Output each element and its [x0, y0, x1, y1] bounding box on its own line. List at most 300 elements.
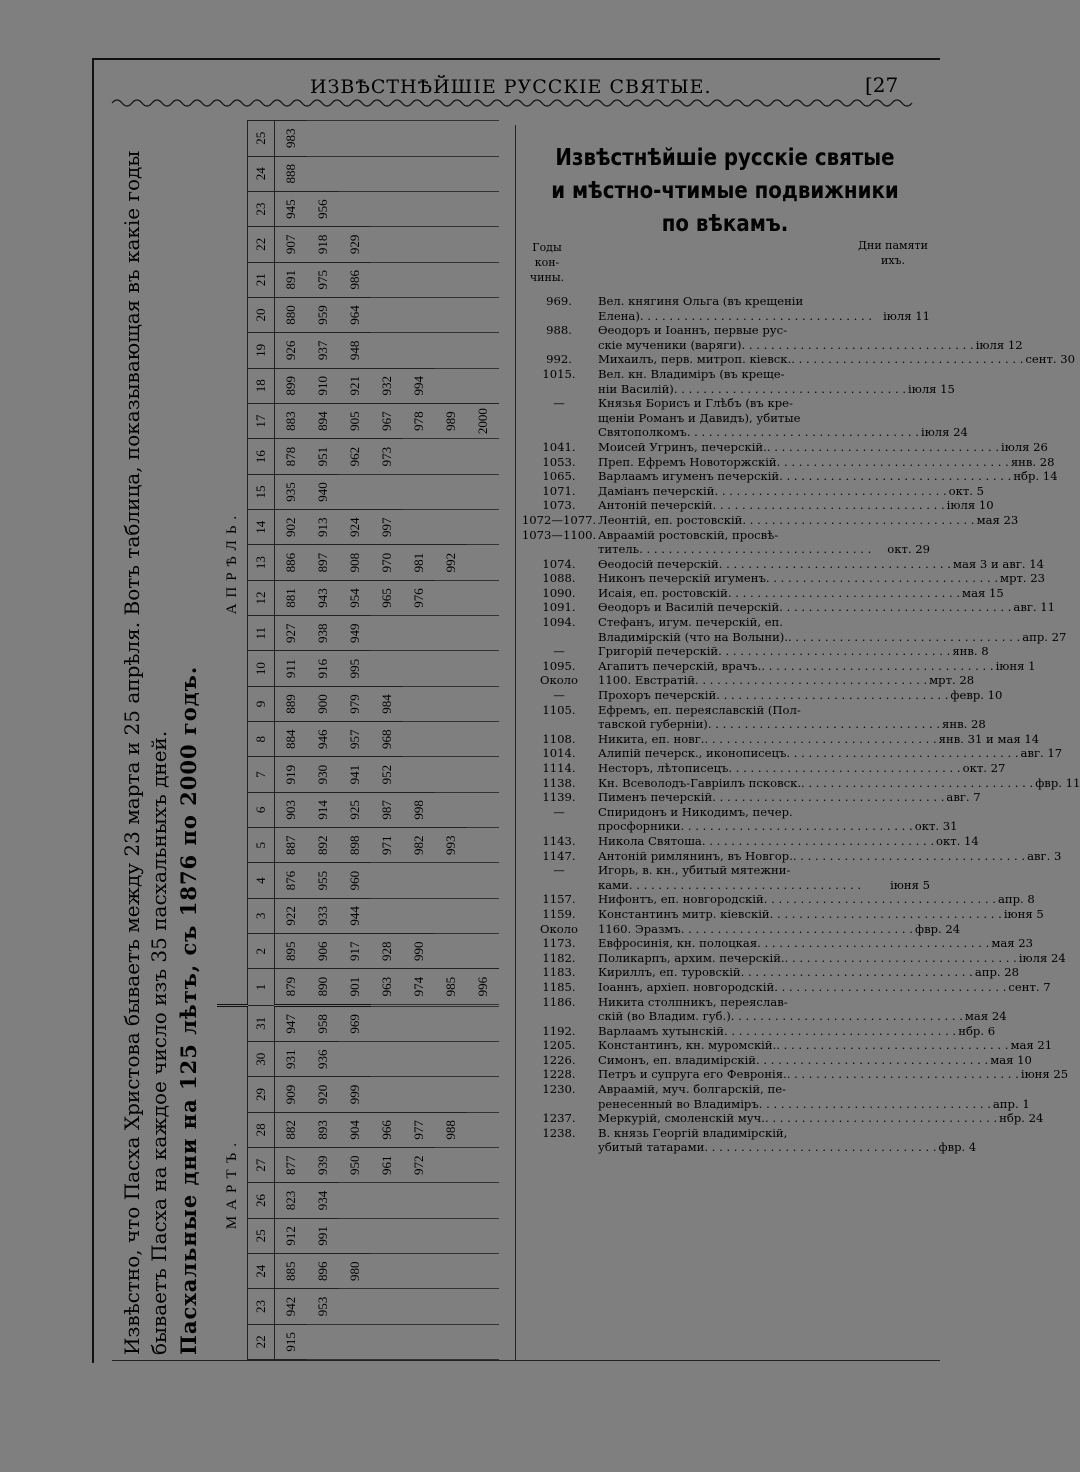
year-cell: 942 [275, 1289, 308, 1324]
saint-line [598, 411, 968, 426]
saint-name: Алипій печерск., иконописецъ [598, 746, 787, 761]
saint-year: 1053. [542, 454, 576, 469]
saint-entry [520, 1038, 1053, 1053]
saint-line [598, 1082, 1030, 1097]
day-header: 7 [248, 757, 275, 792]
saint-line-last [598, 542, 930, 557]
empty-cell [403, 1005, 435, 1041]
memory-date: іюля 10 [946, 498, 994, 513]
saint-entry [520, 921, 961, 937]
empty-cell [403, 1183, 435, 1218]
year-cell: 919 [275, 757, 308, 792]
empty-cell [467, 1042, 499, 1077]
year-cell: 997 [371, 510, 403, 545]
memory-date: мая 10 [990, 1052, 1032, 1067]
saint-name: Святополкомъ [598, 425, 687, 440]
empty-cell [371, 1254, 403, 1289]
empty-cell [403, 1218, 435, 1253]
empty-cell [467, 1077, 499, 1112]
empty-cell [371, 227, 403, 262]
year-cell: 932 [371, 368, 403, 403]
saint-year: 1157. [542, 892, 576, 907]
saint-line-last [598, 1097, 1030, 1112]
empty-cell [467, 1254, 499, 1289]
empty-cell [371, 474, 403, 509]
saint-name: Вел. княгиня Ольга (въ крещеніи [598, 294, 804, 308]
saint-entry [520, 294, 930, 323]
saint-year: 1074. [542, 556, 576, 571]
memory-date: іюня 5 [890, 877, 930, 892]
empty-cell [467, 686, 499, 721]
day-header: 5 [248, 828, 275, 863]
empty-cell [435, 1077, 467, 1112]
saint-name: титель [598, 542, 640, 557]
bottom-rule [112, 1360, 940, 1361]
year-cell: 963 [371, 969, 403, 1005]
year-cell: 930 [307, 757, 339, 792]
year-cell: 889 [275, 686, 308, 721]
year-cell: 921 [339, 368, 371, 403]
saint-entry [520, 892, 1035, 907]
saint-year: 1073. [542, 498, 576, 513]
empty-cell [435, 1289, 467, 1324]
memory-date: окт. 27 [962, 761, 1006, 775]
empty-cell [339, 156, 371, 191]
memory-date: апр. 8 [997, 892, 1035, 907]
day-header: 23 [248, 191, 275, 226]
saint-line-last [598, 878, 930, 893]
saint-name: В. князь Георгій владимірскій, [598, 1125, 788, 1140]
empty-cell [371, 1218, 403, 1253]
saint-name: Варлаамъ хутынскій [598, 1023, 725, 1038]
leader-dots: . . . . . . . . . . . . . . . . . . . . . . . . . . . . . . . . [718, 644, 951, 659]
saint-name: щеніи Романъ и Давидъ), убитые [598, 410, 801, 425]
saint-entry [520, 848, 1062, 864]
empty-cell [307, 1324, 339, 1359]
saint-entry [520, 790, 981, 805]
saint-line-last [598, 1038, 1052, 1053]
leader-dots: . . . . . . . . . . . . . . . . . . . . . . . . . . . . . . . . [694, 673, 928, 688]
saint-line [598, 995, 1007, 1010]
saint-year: 1014. [542, 746, 576, 761]
saint-entry [520, 528, 930, 557]
year-cell: 974 [403, 969, 435, 1005]
empty-cell [467, 616, 499, 651]
day-header: 24 [248, 156, 275, 191]
leader-dots: . . . . . . . . . . . . . . . . . . . . . . . . . . . . . . . . [714, 483, 947, 498]
memory-date: мая 15 [962, 585, 1004, 600]
saint-name: 1100. Евстратій [598, 673, 695, 688]
memory-date: окт. 29 [887, 542, 930, 557]
ornamental-rule [112, 97, 912, 109]
saint-line-last [598, 922, 960, 937]
memory-date: янв. 8 [952, 644, 989, 659]
saint-entry [520, 658, 1036, 674]
empty-cell [371, 262, 403, 297]
saint-line-last [598, 790, 981, 805]
year-cell: 934 [307, 1183, 339, 1218]
empty-cell [467, 722, 499, 757]
empty-cell [339, 1289, 371, 1324]
saint-entry [520, 615, 1067, 644]
saint-name: Авраамій, муч. болгарскій, пе- [598, 1082, 787, 1097]
empty-cell [467, 262, 499, 297]
day-header: 28 [248, 1112, 275, 1147]
empty-cell [339, 1324, 371, 1359]
year-cell: 884 [275, 722, 308, 757]
saint-line [598, 528, 930, 543]
saint-line-last [598, 673, 974, 688]
day-header: 25 [248, 121, 275, 157]
saint-entry [520, 1023, 996, 1039]
empty-cell [435, 121, 467, 157]
saint-line-last [598, 761, 1005, 776]
empty-cell [467, 934, 499, 969]
memory-date: окт. 31 [914, 819, 958, 834]
year-cell: 896 [307, 1254, 339, 1289]
saint-line-last [598, 834, 979, 849]
saint-line [598, 615, 1066, 630]
saint-entry [520, 1052, 1032, 1068]
saint-year: 1143. [542, 833, 576, 848]
saint-entry [520, 863, 930, 892]
empty-cell [403, 616, 435, 651]
saint-year: 1041. [542, 439, 576, 454]
empty-cell [467, 510, 499, 545]
saint-name: Игорь, в. кн., убитый мятежни- [598, 863, 791, 878]
saint-line-last [598, 1140, 976, 1155]
leader-dots: . . . . . . . . . . . . . . . . . . . . . . . . . . . . . . . . [756, 1052, 989, 1067]
saint-entry [520, 585, 1004, 601]
saint-line-last [598, 819, 957, 834]
memory-date: февр. 10 [950, 688, 1003, 703]
empty-cell [467, 792, 499, 827]
saint-line-last [598, 1024, 995, 1039]
saint-name: скій (во Владим. губ.) [598, 1009, 731, 1024]
saint-name: Өеодосій печерскій [598, 556, 719, 571]
saint-year: Около [539, 921, 579, 936]
day-header: 4 [248, 863, 275, 898]
year-cell: 965 [371, 580, 403, 615]
saint-name: Меркурій, смоленскій муч. [598, 1111, 765, 1126]
saint-line-last [598, 455, 1055, 470]
day-header: 24 [248, 1254, 275, 1289]
leader-dots: . . . . . . . . . . . . . . . . . . . . . . . . . . . . . . . . [763, 892, 996, 907]
running-head: ИЗВѢСТНѢЙШІЕ РУССКІЕ СВЯТЫЕ. [310, 76, 712, 98]
year-cell: 957 [339, 722, 371, 757]
memory-date: фвр. 11 [1035, 775, 1080, 790]
saint-entry [520, 979, 1051, 995]
saint-entry [520, 600, 1056, 615]
empty-cell [403, 651, 435, 686]
year-cell: 935 [275, 474, 308, 509]
empty-cell [435, 474, 467, 509]
year-cell: 987 [371, 792, 403, 827]
day-header: 18 [248, 368, 275, 403]
year-cell: 950 [339, 1148, 371, 1183]
saint-year: 1182. [542, 950, 576, 965]
empty-cell [403, 1042, 435, 1077]
saint-year: 1094. [542, 615, 576, 630]
empty-cell [371, 1005, 403, 1041]
memory-date: мрт. 23 [1000, 571, 1046, 586]
day-header: 25 [248, 1218, 275, 1253]
saint-year: 1183. [542, 965, 576, 980]
saint-entry [520, 936, 1034, 951]
year-cell: 900 [307, 686, 339, 721]
saint-entry [520, 469, 1058, 484]
years-header: Годы кон-чины. [529, 241, 565, 284]
saint-name: Никита столпникъ, переяслав- [598, 994, 788, 1009]
memory-date: апр. 28 [974, 965, 1019, 980]
saint-name: Никонъ печерскій игуменъ [598, 571, 766, 586]
year-cell: 899 [275, 368, 308, 403]
saint-year: 1238. [542, 1125, 576, 1140]
empty-cell [403, 898, 435, 933]
leader-dots: . . . . . . . . . . . . . . . . . . . . . . . . . . . . . . . . [779, 469, 1012, 484]
saint-name: Антоній печерскій [598, 498, 713, 513]
empty-cell [435, 863, 467, 898]
year-cell: 943 [307, 580, 339, 615]
memory-date: фвр. 4 [938, 1140, 977, 1155]
year-cell: 999 [339, 1077, 371, 1112]
year-cell: 967 [371, 403, 403, 439]
year-cell: 882 [275, 1112, 308, 1147]
day-header: 12 [248, 580, 275, 615]
saint-name: Спиридонъ и Никодимъ, печер. [598, 804, 793, 819]
saint-name: Кириллъ, еп. туровскій [598, 965, 741, 980]
empty-cell [403, 333, 435, 368]
saint-line-last [598, 1009, 1007, 1024]
column-divider [515, 125, 516, 1360]
saint-name: Нифонтъ, еп. новгородскій [598, 892, 764, 907]
empty-cell [467, 898, 499, 933]
leader-dots: . . . . . . . . . . . . . . . . . . . . . . . . . . . . . . . . [774, 979, 1007, 994]
year-cell: 954 [339, 580, 371, 615]
saint-name: ніи Василій) [598, 381, 674, 396]
saint-name: Моисей Угринъ, печерскій. [598, 439, 767, 454]
year-cell: 909 [275, 1077, 308, 1112]
year-cell: 958 [307, 1005, 339, 1041]
saint-line-last [598, 513, 1018, 528]
saint-line-last [598, 776, 1080, 791]
saint-name: Стефанъ, игум. печерскій, еп. [598, 615, 783, 630]
memory-date: авг. 3 [1027, 848, 1062, 863]
saint-line-last [598, 630, 1066, 645]
year-cell: 946 [307, 722, 339, 757]
empty-cell [435, 580, 467, 615]
saint-line-last [598, 951, 1066, 966]
table-row [371, 121, 403, 1360]
saint-line-last [598, 586, 1004, 601]
year-cell: 2000 [467, 403, 499, 439]
leader-dots: . . . . . . . . . . . . . . . . . . . . . . . . . . . . . . . . [764, 1111, 998, 1126]
year-cell: 978 [403, 403, 435, 439]
year-cell: 879 [275, 969, 308, 1005]
saint-year: 1065. [542, 469, 576, 484]
empty-cell [371, 156, 403, 191]
saint-name: Владимірскій (что на Волыни). [598, 629, 789, 644]
empty-cell [467, 297, 499, 332]
saint-line-last [598, 338, 1023, 353]
year-cell: 939 [307, 1148, 339, 1183]
leader-dots: . . . . . . . . . . . . . . . . . . . . . . . . . . . . . . . . [757, 936, 990, 951]
table-row [435, 121, 467, 1360]
leader-dots: . . . . . . . . . . . . . . . . . . . . . . . . . . . . . . . . [628, 877, 862, 892]
empty-cell [435, 439, 467, 474]
day-header: 29 [248, 1077, 275, 1112]
saint-entry [520, 556, 1045, 572]
empty-cell [435, 368, 467, 403]
year-cell: 961 [371, 1148, 403, 1183]
saint-name: Симонъ, еп. владимірскій [598, 1052, 757, 1067]
saint-line-last [598, 717, 986, 732]
year-cell: 898 [339, 828, 371, 863]
saint-name: Ефремъ, еп. переяславскій (Пол- [598, 702, 801, 717]
saint-name: Константинъ митр. кіевскій [598, 906, 770, 921]
empty-cell [435, 1183, 467, 1218]
empty-cell [467, 580, 499, 615]
day-header: 31 [248, 1005, 275, 1041]
memory-date: янв. 28 [1010, 454, 1055, 469]
year-cell: 941 [339, 757, 371, 792]
saint-year: 1185. [542, 979, 576, 994]
saints-title: Извѣстнѣйшіе русскіе святые и мѣстно-чтимые подвижники по вѣкамъ. [551, 145, 899, 237]
saint-year: 1237. [542, 1111, 576, 1126]
year-cell: 895 [275, 934, 308, 969]
saint-line [598, 367, 955, 382]
memory-date: іюля 12 [975, 337, 1023, 352]
year-cell: 937 [307, 333, 339, 368]
year-cell: 971 [371, 828, 403, 863]
year-cell: 877 [275, 1148, 308, 1183]
saint-entry [520, 644, 989, 659]
saint-name: Григорій печерскій [598, 644, 719, 659]
year-cell: 892 [307, 828, 339, 863]
empty-cell [467, 863, 499, 898]
saint-entry [520, 571, 1046, 586]
memory-date: нбр. 24 [999, 1111, 1044, 1126]
saint-entry [520, 1082, 1030, 1111]
saint-year: 1230. [542, 1082, 576, 1097]
year-cell: 888 [275, 156, 308, 191]
year-cell: 959 [307, 297, 339, 332]
year-cell: 894 [307, 403, 339, 439]
year-cell: 906 [307, 934, 339, 969]
year-cell: 886 [275, 545, 308, 580]
saint-line-last [598, 907, 1044, 922]
year-cell: 920 [307, 1077, 339, 1112]
year-cell: 994 [403, 368, 435, 403]
saint-line-last [598, 746, 1062, 761]
empty-cell [467, 1112, 499, 1147]
empty-cell [467, 439, 499, 474]
saint-entry [520, 396, 968, 440]
day-header: 6 [248, 792, 275, 827]
saint-year: 1114. [542, 761, 576, 775]
saint-line-last [598, 980, 1051, 995]
year-cell: 912 [275, 1218, 308, 1253]
leader-dots: . . . . . . . . . . . . . . . . . . . . . . . . . . . . . . . . [740, 965, 973, 980]
empty-cell [435, 1005, 467, 1041]
saint-entry [520, 950, 1066, 966]
memory-date: авг. 7 [946, 790, 981, 805]
year-cell: 940 [307, 474, 339, 509]
saint-entry [520, 483, 985, 499]
saint-name: ками [598, 877, 629, 892]
day-header: 3 [248, 898, 275, 933]
saint-line [598, 323, 1023, 338]
leader-dots: . . . . . . . . . . . . . . . . . . . . . . . . . . . . . . . . [758, 1096, 991, 1111]
saint-year: 1071. [542, 483, 576, 498]
leader-dots: . . . . . . . . . . . . . . . . . . . . . . . . . . . . . . . . [680, 819, 913, 834]
year-cell: 931 [275, 1042, 308, 1077]
day-header: 14 [248, 510, 275, 545]
year-cell: 952 [371, 757, 403, 792]
empty-cell [371, 651, 403, 686]
year-cell: 962 [339, 439, 371, 474]
year-cell: 918 [307, 227, 339, 262]
leader-dots: . . . . . . . . . . . . . . . . . . . . . . . . . . . . . . . . [727, 585, 961, 600]
year-cell: 989 [435, 403, 467, 439]
saint-name: Антоній римлянинъ, въ Новгор. [598, 848, 793, 863]
saint-year: 1139. [542, 790, 576, 805]
empty-cell [403, 297, 435, 332]
year-cell: 885 [275, 1254, 308, 1289]
leader-dots: . . . . . . . . . . . . . . . . . . . . . . . . . . . . . . . . [765, 571, 999, 586]
leader-dots: . . . . . . . . . . . . . . . . . . . . . . . . . . . . . . . . [761, 658, 994, 673]
empty-cell [467, 1218, 499, 1253]
memory-date: іюля 26 [1001, 439, 1048, 454]
saint-name: скіе мученики (варяги) [598, 337, 742, 352]
saint-line-last [598, 382, 955, 397]
day-header: 21 [248, 262, 275, 297]
saint-name: Даміанъ печерскій [598, 483, 715, 498]
empty-cell [371, 616, 403, 651]
saint-line-last [598, 644, 989, 659]
saint-entry [520, 965, 1019, 980]
saint-year: 1015. [542, 366, 576, 381]
day-header: 22 [248, 227, 275, 262]
empty-cell [403, 510, 435, 545]
empty-cell [371, 333, 403, 368]
memory-date: авг. 17 [1020, 746, 1063, 761]
year-cell: 990 [403, 934, 435, 969]
saint-name: 1160. Эразмъ [598, 921, 681, 936]
saint-name: Князья Борисъ и Глѣбъ (въ кре- [598, 396, 793, 411]
empty-cell [403, 1324, 435, 1359]
saint-year: — [553, 863, 565, 878]
saint-name: Іоаннъ, архіеп. новгородскій [598, 979, 775, 994]
saint-line-last [598, 732, 1039, 747]
empty-cell [435, 651, 467, 686]
day-header: 2 [248, 934, 275, 969]
saint-entry [520, 498, 994, 513]
year-cell: 947 [275, 1005, 308, 1041]
saint-year: 1228. [542, 1067, 576, 1082]
empty-cell [467, 651, 499, 686]
empty-cell [435, 792, 467, 827]
empty-cell [467, 1289, 499, 1324]
leader-dots: . . . . . . . . . . . . . . . . . . . . . . . . . . . . . . . . [639, 542, 872, 557]
empty-cell [467, 545, 499, 580]
table-row [467, 121, 499, 1360]
saint-entry [520, 366, 955, 396]
saint-name: Өеодоръ и Іоаннъ, первые рус- [598, 323, 787, 338]
saint-entry [520, 673, 975, 688]
saint-line-last [598, 1053, 1032, 1068]
leader-dots: . . . . . . . . . . . . . . . . . . . . . . . . . . . . . . . . [716, 688, 949, 703]
